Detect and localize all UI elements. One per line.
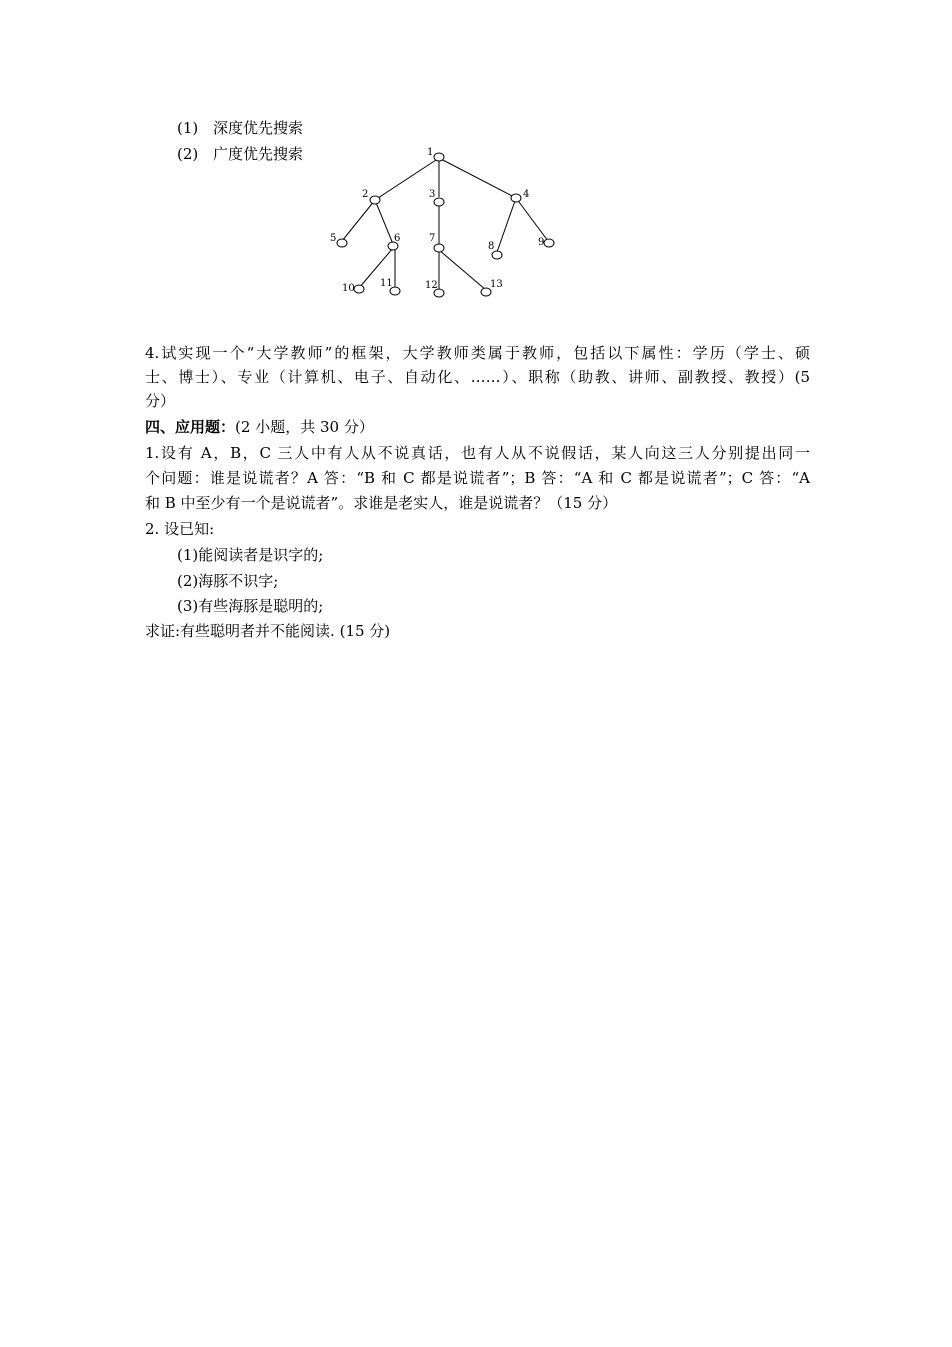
node-label-5: 5 [330, 233, 337, 244]
app-question-1-line-1: 1.设有 A，B，C 三人中有人从不说真话，也有人从不说假话，某人向这三人分别提出同一 [145, 444, 810, 462]
option-number: (1) [177, 119, 199, 137]
tree-node-9 [544, 239, 554, 247]
node-label-1: 1 [427, 147, 434, 158]
section-title: 四、应用题 [145, 418, 221, 436]
edge-4-8 [497, 198, 516, 252]
question-4-line-1: 4.试实现一个“大学教师”的框架，大学教师类属于教师，包括以下属性：学历（学士、硕 [145, 344, 810, 362]
edge-1-4 [439, 158, 516, 198]
tree-node-8 [492, 251, 502, 259]
section-4-heading [145, 416, 374, 438]
tree-node-7 [434, 244, 444, 252]
edge-2-6 [375, 200, 393, 244]
tree-node-1 [434, 153, 444, 161]
option-text: 广度优先搜索 [213, 145, 304, 163]
node-label-13: 13 [490, 279, 503, 290]
premise-3: (3)有些海豚是聪明的; [177, 597, 324, 615]
app-question-1-line-3: 和 B 中至少有一个是说谎者”。求谁是老实人，谁是说谎者？（15 分） [145, 494, 618, 512]
edge-2-5 [342, 200, 375, 241]
node-label-9: 9 [538, 237, 545, 248]
tree-node-10 [354, 285, 364, 293]
conclusion: 求证:有些聪明者并不能阅读. (15 分) [145, 622, 391, 640]
question-4-line-2: 士、博士）、专业（计算机、电子、自动化、……）、职称（助教、讲师、副教授、教授）(5 [145, 368, 810, 386]
question-4-line-3: 分） [145, 392, 176, 410]
edge-7-13 [439, 250, 486, 290]
node-label-7: 7 [429, 233, 436, 244]
node-label-2: 2 [362, 189, 369, 200]
premise-1: (1)能阅读者是识字的; [177, 546, 324, 564]
option-text: 深度优先搜索 [213, 119, 304, 137]
tree-node-5 [337, 239, 347, 247]
option-number: (2) [177, 145, 199, 163]
node-label-10: 10 [342, 283, 355, 294]
premise-2: (2)海豚不识字; [177, 572, 279, 590]
search-tree-diagram [320, 140, 570, 305]
node-label-11: 11 [380, 278, 393, 289]
app-question-2-intro: 2. 设已知: [145, 520, 215, 538]
section-colon: ： [220, 418, 236, 436]
edge-4-9 [516, 198, 548, 241]
app-question-1-line-2: 个问题：谁是说谎者？A 答：“B 和 C 都是说谎者”；B 答：“A 和 C 都是说谎者”；C 答：“A [145, 469, 810, 487]
q3-option-1 [177, 117, 303, 139]
q3-option-2 [177, 143, 303, 165]
node-label-3: 3 [429, 189, 436, 200]
tree-node-2 [370, 196, 380, 204]
node-label-8: 8 [488, 241, 495, 252]
node-label-6: 6 [394, 233, 401, 244]
tree-node-3 [434, 198, 444, 206]
node-label-12: 12 [425, 280, 438, 291]
section-note: (2 小题，共 30 分） [235, 418, 374, 436]
tree-node-4 [511, 194, 521, 202]
node-label-4: 4 [523, 189, 530, 200]
